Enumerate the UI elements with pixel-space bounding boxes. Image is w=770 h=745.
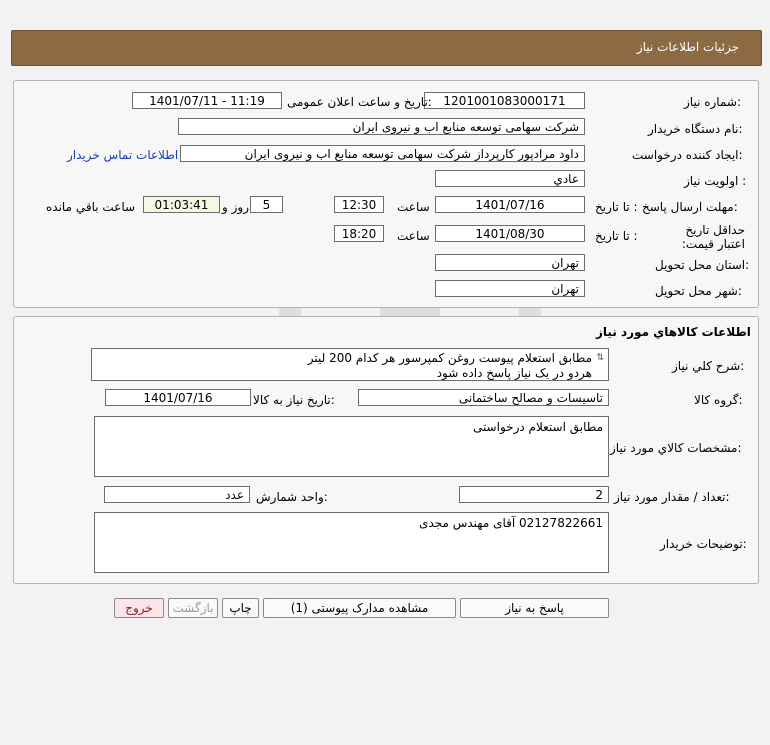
print-button[interactable]: چاپ: [222, 598, 259, 618]
buyer-contact-link[interactable]: اطلاعات تماس خریدار: [67, 148, 179, 162]
buyer-notes-textarea: 02127822661 آقای مهندس مجدی: [94, 512, 609, 573]
exit-button[interactable]: خروج: [114, 598, 164, 618]
view-attachments-button[interactable]: مشاهده مدارک پیوستی (1): [263, 598, 456, 618]
reply-deadline-label: مهلت ارسال پاسخ:: [642, 200, 738, 214]
price-validity-time-field: 18:20: [334, 225, 384, 242]
page-title: جزئیات اطلاعات نیاز: [636, 40, 739, 54]
need-summary-line-1: مطابق استعلام پیوست روغن کمپرسور هر کدام 200 لیتر: [307, 351, 592, 365]
remaining-time-field: 01:03:41: [143, 196, 220, 213]
announce-datetime-field: 1401/07/11 - 11:19: [132, 92, 282, 109]
need-date-label: تاریخ نیاز به کالا:: [253, 393, 335, 407]
price-validity-label: حداقل تاریخ اعتبار قیمت:: [681, 223, 745, 251]
buyer-org-field: شرکت سهامی توسعه منابع اب و نیروی ایران: [178, 118, 585, 135]
remaining-days-field: 5: [250, 196, 283, 213]
reply-time-label: ساعت: [397, 200, 430, 214]
resize-handle-icon[interactable]: ⇅: [596, 353, 604, 363]
requester-label: ایجاد کننده درخواست:: [632, 148, 743, 162]
reply-time-field: 12:30: [334, 196, 384, 213]
need-number-field: 1201001083000171: [424, 92, 585, 109]
price-to-date-label: تا تاریخ :: [595, 229, 638, 243]
requester-field: داود مرادپور کارپرداز شرکت سهامی توسعه منابع اب و نیروی ایران: [180, 145, 585, 162]
need-summary-textarea: [91, 348, 609, 381]
goods-section-title: اطلاعات كالاهاي مورد نياز: [596, 325, 751, 339]
priority-label: اولویت نیاز :: [684, 174, 747, 188]
days-label: روز و: [222, 200, 249, 214]
buyer-notes-label: توضیحات خریدار:: [660, 537, 747, 551]
reply-to-date-label: تا تاریخ :: [595, 200, 638, 214]
need-date-field: 1401/07/16: [105, 389, 251, 406]
buyer-org-label: نام دستگاه خریدار:: [648, 122, 743, 136]
need-number-label: شماره نیاز:: [684, 95, 742, 109]
reply-button[interactable]: پاسخ به نیاز: [460, 598, 609, 618]
goods-specs-label: مشخصات كالاي مورد نياز:: [610, 441, 742, 455]
quantity-field: 2: [459, 486, 609, 503]
remaining-time-label: ساعت باقي مانده: [46, 200, 136, 214]
page-header: [11, 30, 762, 66]
need-details-panel: [13, 80, 759, 308]
announce-datetime-label: تاریخ و ساعت اعلان عمومی:: [287, 95, 432, 109]
unit-field: عدد: [104, 486, 250, 503]
back-button[interactable]: بازگشت: [168, 598, 218, 618]
goods-group-field: تاسیسات و مصالح ساختمانی: [358, 389, 609, 406]
need-summary-label: شرح كلي نياز:: [672, 359, 745, 373]
goods-specs-textarea: مطابق استعلام درخواستی: [94, 416, 609, 477]
delivery-province-field: تهران: [435, 254, 585, 271]
price-time-label: ساعت: [397, 229, 430, 243]
priority-field: عادي: [435, 170, 585, 187]
delivery-city-field: تهران: [435, 280, 585, 297]
quantity-label: تعداد / مقدار مورد نیاز:: [614, 490, 730, 504]
need-summary-line-2: هردو در یک نیاز پاسخ داده شود: [436, 366, 592, 380]
goods-group-label: گروه کالا:: [694, 393, 743, 407]
price-validity-date-field: 1401/08/30: [435, 225, 585, 242]
delivery-province-label: استان محل تحویل:: [655, 258, 750, 272]
delivery-city-label: شهر محل تحویل:: [655, 284, 742, 298]
reply-date-field: 1401/07/16: [435, 196, 585, 213]
unit-label: واحد شمارش:: [256, 490, 328, 504]
